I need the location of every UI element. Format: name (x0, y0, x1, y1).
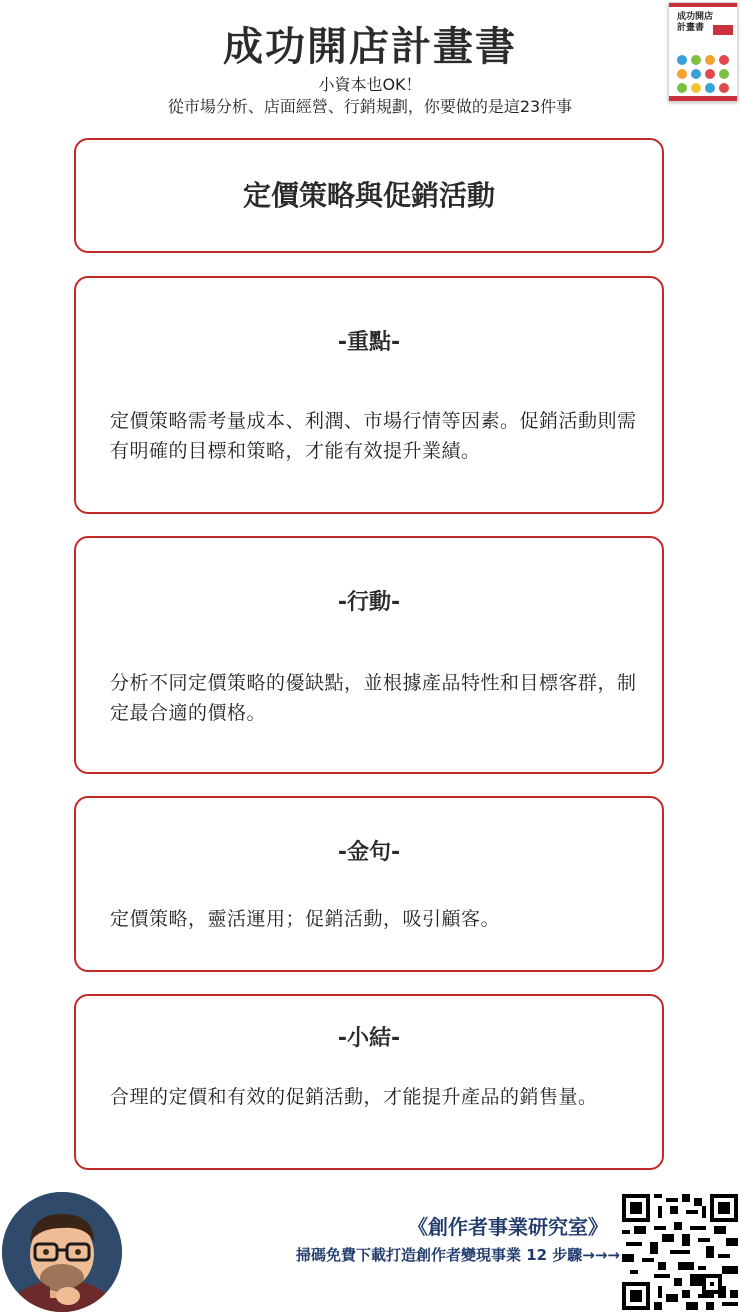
memoji-avatar-icon (2, 1192, 122, 1312)
summary-title: -小結- (337, 1026, 401, 1051)
action-body: 分析不同定價策略的優缺點，並根據產品特性和目標客群，制定最合適的價格。 (110, 672, 637, 724)
key-points-card (74, 276, 664, 514)
book-cover-title-1: 成功開店 (677, 12, 714, 22)
book-cover-title-2: 計畫書 (677, 23, 705, 33)
key-points-title: -重點- (337, 330, 401, 355)
action-title: -行動- (337, 590, 401, 615)
book-cover-tag (713, 25, 733, 35)
book-cover-top-bar (669, 3, 737, 7)
studio-name: 《創作者事業研究室》 (408, 1215, 608, 1239)
key-points-body: 定價策略需考量成本、利潤、市場行情等因素。促銷活動則需有明確的目標和策略，才能有效提升業績。 (110, 410, 637, 462)
page-title: 成功開店計畫書 (223, 24, 517, 70)
topic-title: 定價策略與促銷活動 (242, 179, 495, 212)
action-card (74, 536, 664, 774)
quote-title: -金句- (337, 840, 401, 865)
summary-body: 合理的定價和有效的促銷活動，才能提升產品的銷售量。 (110, 1086, 598, 1108)
summary-card (74, 994, 664, 1170)
topic-card (74, 138, 664, 253)
download-cta: 掃碼免費下載打造創作者變現事業 12 步驟→→→ (295, 1246, 620, 1264)
quote-body: 定價策略，靈活運用；促銷活動，吸引顧客。 (110, 908, 501, 930)
qr-code-icon[interactable] (622, 1194, 738, 1310)
book-cover-image (668, 2, 738, 102)
page-subtitle-1: 小資本也OK！ (318, 75, 422, 94)
page-subtitle-2: 從市場分析、店面經營、行銷規劃，你要做的是這23件事 (167, 97, 573, 116)
book-cover-icons (677, 55, 729, 93)
book-cover-bottom-bar (669, 96, 737, 101)
quote-card (74, 796, 664, 972)
